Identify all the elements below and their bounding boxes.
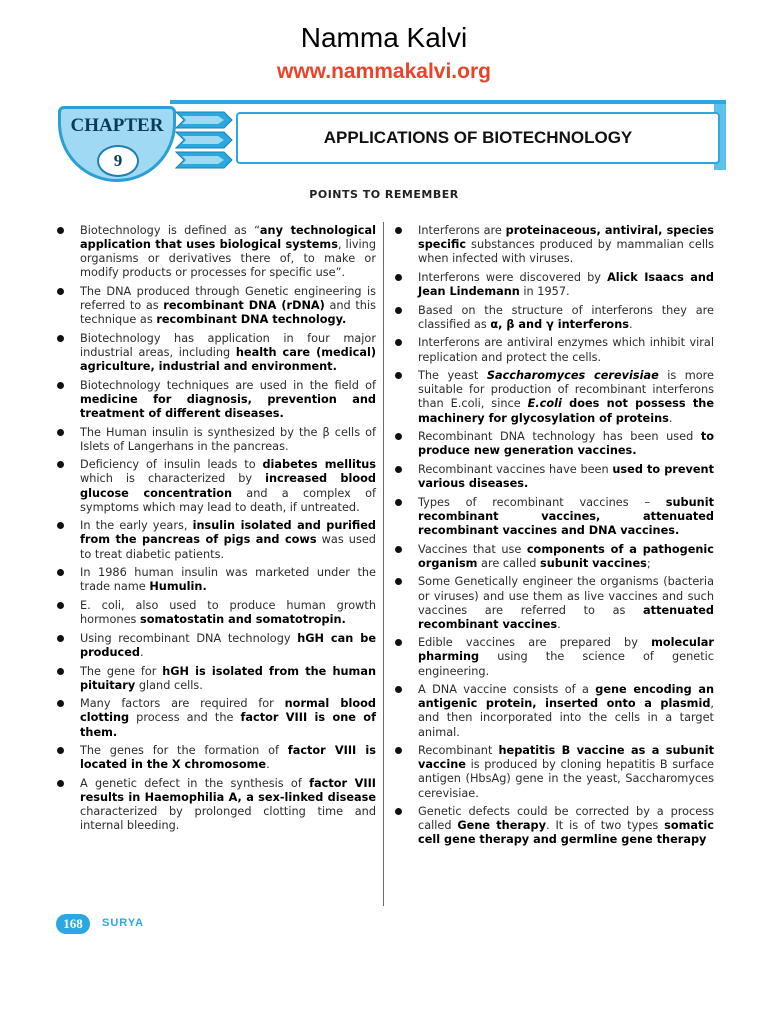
page-number: 168 bbox=[56, 914, 90, 934]
bullet-point: Genetic defects could be corrected by a process called Gene therapy. It is of two types somatic cell gene therapy and germline gene therapy bbox=[392, 805, 714, 847]
section-heading: POINTS TO REMEMBER bbox=[309, 188, 459, 201]
site-url[interactable]: www.nammakalvi.org bbox=[277, 60, 491, 83]
bullet-point: Many factors are required for normal blood clotting process and the factor VIII is one of them. bbox=[54, 697, 376, 739]
left-points-list bbox=[54, 224, 376, 833]
bullet-point: Interferons are proteinaceous, antiviral, species specific substances produced by mammalian cells when infected with viruses. bbox=[392, 224, 714, 266]
bullet-point: Some Genetically engineer the organisms (bacteria or viruses) and use them as live vaccines and such vaccines are referred to as attenuated recombinant vaccines. bbox=[392, 575, 714, 631]
chapter-label: CHAPTER bbox=[70, 115, 164, 136]
bullet-point: Based on the structure of interferons they are classified as α, β and γ interferons. bbox=[392, 304, 714, 332]
bullet-point: Biotechnology is defined as “any technological application that uses biological systems, living organisms or derivatives there of, to make or modify products or processes for specific use”. bbox=[54, 224, 376, 280]
bullet-point: Recombinant hepatitis B vaccine as a subunit vaccine is produced by cloning hepatitis B surface antigen (HbsAg) gene in the yeast, Saccharomyces cerevisiae. bbox=[392, 744, 714, 800]
right-points-list bbox=[392, 224, 714, 847]
left-column bbox=[54, 224, 376, 838]
bullet-point: Recombinant DNA technology has been used to produce new generation vaccines. bbox=[392, 430, 714, 458]
banner-top-line bbox=[170, 100, 726, 104]
bullet-point: The Human insulin is synthesized by the β cells of Islets of Langerhans in the pancreas. bbox=[54, 426, 376, 454]
bullet-point: Interferons are antiviral enzymes which inhibit viral replication and protect the cells. bbox=[392, 336, 714, 364]
site-title: Namma Kalvi bbox=[300, 22, 468, 53]
chapter-title-box bbox=[236, 112, 720, 164]
bullet-point: The genes for the formation of factor VIII is located in the X chromosome. bbox=[54, 744, 376, 772]
bullet-point: Edible vaccines are prepared by molecular pharming using the science of genetic engineering. bbox=[392, 636, 714, 678]
bullet-point: Types of recombinant vaccines – subunit recombinant vaccines, attenuated recombinant vaccines and DNA vaccines. bbox=[392, 496, 714, 538]
bullet-point: Recombinant vaccines have been used to prevent various diseases. bbox=[392, 463, 714, 491]
bullet-point: Interferons were discovered by Alick Isaacs and Jean Lindemann in 1957. bbox=[392, 271, 714, 299]
column-divider bbox=[383, 222, 384, 906]
chapter-number: 9 bbox=[97, 145, 139, 177]
right-column bbox=[392, 224, 714, 852]
bullet-point: Deficiency of insulin leads to diabetes mellitus which is characterized by increased blood glucose concentration and a complex of symptoms which may lead to death, if untreated. bbox=[54, 458, 376, 514]
bullet-point: In 1986 human insulin was marketed under the trade name Humulin. bbox=[54, 566, 376, 594]
bullet-point: In the early years, insulin isolated and purified from the pancreas of pigs and cows was used to treat diabetic patients. bbox=[54, 519, 376, 561]
bullet-point: Biotechnology has application in four major industrial areas, including health care (medical) agriculture, industrial and environment. bbox=[54, 332, 376, 374]
chapter-badge bbox=[58, 106, 176, 182]
bullet-point: Using recombinant DNA technology hGH can be produced. bbox=[54, 632, 376, 660]
bullet-point: A DNA vaccine consists of a gene encoding an antigenic protein, inserted onto a plasmid, and then incorporated into the cells in a target animal. bbox=[392, 683, 714, 739]
arrow-decoration-icon bbox=[174, 108, 234, 174]
footer-brand: SURYA bbox=[102, 917, 145, 929]
bullet-point: A genetic defect in the synthesis of factor VIII results in Haemophilia A, a sex-linked disease characterized by prolonged clotting time and internal bleeding. bbox=[54, 777, 376, 833]
bullet-point: The DNA produced through Genetic engineering is referred to as recombinant DNA (rDNA) and this technique as recombinant DNA technology. bbox=[54, 285, 376, 327]
chapter-title: APPLICATIONS OF BIOTECHNOLOGY bbox=[323, 128, 633, 147]
bullet-point: Biotechnology techniques are used in the field of medicine for diagnosis, prevention and treatment of different diseases. bbox=[54, 379, 376, 421]
bullet-point: The yeast Saccharomyces cerevisiae is more suitable for production of recombinant interferons than E.coli, since E.coli does not possess the machinery for glycosylation of proteins. bbox=[392, 369, 714, 425]
bullet-point: Vaccines that use components of a pathogenic organism are called subunit vaccines; bbox=[392, 543, 714, 571]
bullet-point: E. coli, also used to produce human growth hormones somatostatin and somatotropin. bbox=[54, 599, 376, 627]
bullet-point: The gene for hGH is isolated from the human pituitary gland cells. bbox=[54, 665, 376, 693]
